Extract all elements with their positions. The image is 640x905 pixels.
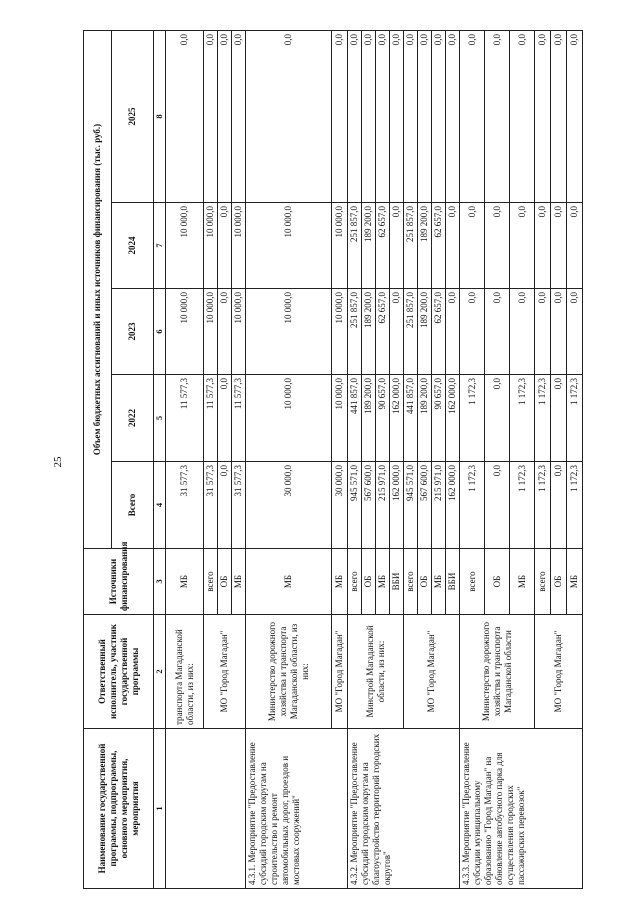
executor-cell: МО "Город Магадан" (535, 615, 583, 729)
value-2024-cell: 251 857,0 (404, 203, 418, 289)
value-2025-cell: 0,0 (567, 30, 583, 202)
value-2024-cell: 0,0 (567, 203, 583, 289)
value-2023-cell: 0,0 (460, 289, 485, 375)
value-2023-cell: 251 857,0 (348, 289, 362, 375)
table-row (348, 30, 362, 888)
value-2022-cell: 189 200,0 (362, 375, 376, 462)
value-2024-cell: 0,0 (390, 203, 404, 289)
value-2024-cell: 0,0 (551, 203, 567, 289)
executor-cell: транспорта Магаданской области, из них: (166, 615, 204, 729)
value-2024-cell: 0,0 (510, 203, 535, 289)
header-year-2023: 2023 (112, 289, 154, 375)
table-body (166, 30, 583, 888)
source-cell: всего (204, 549, 218, 615)
total-cell: 567 600,0 (418, 462, 432, 549)
value-2024-cell: 62 657,0 (376, 203, 390, 289)
value-2025-cell: 0,0 (418, 30, 432, 202)
col-index: 1 (154, 729, 166, 889)
program-name-cell (166, 729, 246, 889)
value-2024-cell: 10 000,0 (246, 203, 332, 289)
value-2023-cell: 0,0 (390, 289, 404, 375)
value-2023-cell: 189 200,0 (362, 289, 376, 375)
source-cell: ОБ (218, 549, 232, 615)
value-2022-cell: 441 857,0 (348, 375, 362, 462)
header-funding-volume: Объем бюджетных ассигнований и иных источников финансирования (тыс. руб.) (84, 30, 112, 548)
total-cell: 0,0 (218, 462, 232, 549)
total-cell: 945 571,0 (404, 462, 418, 549)
value-2025-cell: 0,0 (535, 30, 551, 202)
source-cell: МБ (432, 549, 446, 615)
total-cell: 1 172,3 (567, 462, 583, 549)
value-2025-cell: 0,0 (432, 30, 446, 202)
value-2022-cell: 1 172,3 (510, 375, 535, 462)
executor-cell: МО "Город Магадан" (332, 615, 348, 729)
source-cell: ОБ (551, 549, 567, 615)
total-cell: 1 172,3 (460, 462, 485, 549)
program-name-cell: 4.3.3. Мероприятие "Предоставление субсидии муниципальному образованию "Город Магадан" на обновление автобусного парка для осуществления городских пассажирских перевозок" (460, 729, 583, 889)
value-2024-cell: 0,0 (218, 203, 232, 289)
header-total: Всего (112, 462, 154, 549)
value-2025-cell: 0,0 (362, 30, 376, 202)
value-2024-cell: 0,0 (485, 203, 510, 289)
rotated-table-wrapper (83, 31, 583, 889)
value-2022-cell: 90 657,0 (432, 375, 446, 462)
value-2022-cell: 1 172,3 (460, 375, 485, 462)
value-2022-cell: 441 857,0 (404, 375, 418, 462)
col-index: 4 (154, 462, 166, 549)
value-2025-cell: 0,0 (460, 30, 485, 202)
value-2022-cell: 11 577,3 (204, 375, 218, 462)
value-2022-cell: 10 000,0 (246, 375, 332, 462)
value-2025-cell: 0,0 (485, 30, 510, 202)
source-cell: МБ (567, 549, 583, 615)
source-cell: МБ (332, 549, 348, 615)
funding-table (83, 30, 583, 889)
total-cell: 31 577,3 (166, 462, 204, 549)
page-number: 25 (52, 456, 64, 468)
column-index-row (154, 30, 166, 888)
value-2024-cell: 10 000,0 (204, 203, 218, 289)
table-row (246, 30, 332, 888)
value-2023-cell: 10 000,0 (332, 289, 348, 375)
value-2023-cell: 0,0 (446, 289, 460, 375)
value-2023-cell: 10 000,0 (204, 289, 218, 375)
executor-cell: МО "Город Магадан" (404, 615, 460, 729)
value-2025-cell: 0,0 (390, 30, 404, 202)
header-executor: Ответственный исполнитель, участник государственной программы (84, 615, 154, 729)
source-cell: всего (535, 549, 551, 615)
program-name-cell: 4.3.1. Мероприятие "Предоставление субсидий городским округам на строительство и ремонт автомобильных дорог, проездов и мостовых сооружений" (246, 729, 348, 889)
col-index: 3 (154, 549, 166, 615)
value-2024-cell: 0,0 (535, 203, 551, 289)
value-2023-cell: 62 657,0 (376, 289, 390, 375)
executor-cell: Минстрой Магаданской области, из них: (348, 615, 404, 729)
source-cell: ОБ (485, 549, 510, 615)
total-cell: 215 971,0 (432, 462, 446, 549)
source-cell: ОБ (362, 549, 376, 615)
value-2024-cell: 10 000,0 (166, 203, 204, 289)
value-2023-cell: 10 000,0 (166, 289, 204, 375)
table-row (460, 30, 485, 888)
total-cell: 0,0 (551, 462, 567, 549)
value-2022-cell: 90 657,0 (376, 375, 390, 462)
header-year-2022: 2022 (112, 375, 154, 462)
table-header (84, 30, 166, 888)
value-2022-cell: 10 000,0 (332, 375, 348, 462)
executor-cell: МО "Город Магадан" (204, 615, 246, 729)
value-2025-cell: 0,0 (348, 30, 362, 202)
source-cell: всего (348, 549, 362, 615)
total-cell: 162 000,0 (446, 462, 460, 549)
value-2022-cell: 189 200,0 (418, 375, 432, 462)
value-2022-cell: 1 172,3 (567, 375, 583, 462)
total-cell: 30 000,0 (246, 462, 332, 549)
value-2023-cell: 10 000,0 (246, 289, 332, 375)
value-2024-cell: 251 857,0 (348, 203, 362, 289)
value-2023-cell: 251 857,0 (404, 289, 418, 375)
value-2024-cell: 62 657,0 (432, 203, 446, 289)
value-2024-cell: 189 200,0 (362, 203, 376, 289)
total-cell: 945 571,0 (348, 462, 362, 549)
header-program-name: Наименование государственной программы, подпрограммы, основного мероприятия, мероприятия (84, 729, 154, 889)
value-2023-cell: 0,0 (218, 289, 232, 375)
value-2022-cell: 0,0 (551, 375, 567, 462)
table-row (166, 30, 204, 888)
executor-cell: Министерство дорожного хозяйства и транспорта Магаданской области (460, 615, 535, 729)
value-2024-cell: 0,0 (460, 203, 485, 289)
value-2024-cell: 10 000,0 (332, 203, 348, 289)
value-2024-cell: 10 000,0 (232, 203, 246, 289)
source-cell: ВБИ (390, 549, 404, 615)
value-2025-cell: 0,0 (551, 30, 567, 202)
col-index: 5 (154, 375, 166, 462)
value-2025-cell: 0,0 (218, 30, 232, 202)
total-cell: 30 000,0 (332, 462, 348, 549)
source-cell: МБ (510, 549, 535, 615)
value-2022-cell: 162 000,0 (446, 375, 460, 462)
value-2022-cell: 162 000,0 (390, 375, 404, 462)
value-2022-cell: 0,0 (218, 375, 232, 462)
source-cell: МБ (246, 549, 332, 615)
value-2025-cell: 0,0 (404, 30, 418, 202)
value-2025-cell: 0,0 (204, 30, 218, 202)
total-cell: 567 600,0 (362, 462, 376, 549)
value-2024-cell: 189 200,0 (418, 203, 432, 289)
total-cell: 31 577,3 (232, 462, 246, 549)
value-2025-cell: 0,0 (332, 30, 348, 202)
value-2024-cell: 0,0 (446, 203, 460, 289)
executor-cell: Министерство дорожного хозяйства и транспорта Магаданской области, из них: (246, 615, 332, 729)
value-2025-cell: 0,0 (232, 30, 246, 202)
program-name-cell: 4.3.2. Мероприятие "Предоставление субсидий городским округам на благоустройство территорий городских округов" (348, 729, 460, 889)
value-2023-cell: 0,0 (535, 289, 551, 375)
value-2025-cell: 0,0 (510, 30, 535, 202)
source-cell: МБ (232, 549, 246, 615)
source-cell: МБ (166, 549, 204, 615)
total-cell: 1 172,3 (510, 462, 535, 549)
total-cell: 215 971,0 (376, 462, 390, 549)
total-cell: 1 172,3 (535, 462, 551, 549)
source-cell: МБ (376, 549, 390, 615)
value-2023-cell: 10 000,0 (232, 289, 246, 375)
source-cell: ВБИ (446, 549, 460, 615)
col-index: 2 (154, 615, 166, 729)
value-2025-cell: 0,0 (446, 30, 460, 202)
value-2022-cell: 0,0 (485, 375, 510, 462)
source-cell: всего (460, 549, 485, 615)
total-cell: 0,0 (485, 462, 510, 549)
value-2023-cell: 0,0 (510, 289, 535, 375)
source-cell: ОБ (418, 549, 432, 615)
source-cell: всего (404, 549, 418, 615)
value-2023-cell: 0,0 (485, 289, 510, 375)
value-2023-cell: 189 200,0 (418, 289, 432, 375)
value-2023-cell: 62 657,0 (432, 289, 446, 375)
value-2023-cell: 0,0 (551, 289, 567, 375)
col-index: 8 (154, 30, 166, 202)
value-2025-cell: 0,0 (166, 30, 204, 202)
total-cell: 31 577,3 (204, 462, 218, 549)
header-funding-source: Источники финансирования (84, 549, 154, 615)
header-year-2024: 2024 (112, 203, 154, 289)
value-2022-cell: 11 577,3 (166, 375, 204, 462)
value-2025-cell: 0,0 (376, 30, 390, 202)
col-index: 6 (154, 289, 166, 375)
value-2022-cell: 11 577,3 (232, 375, 246, 462)
col-index: 7 (154, 203, 166, 289)
value-2022-cell: 1 172,3 (535, 375, 551, 462)
value-2025-cell: 0,0 (246, 30, 332, 202)
value-2023-cell: 0,0 (567, 289, 583, 375)
header-year-2025: 2025 (112, 30, 154, 202)
total-cell: 162 000,0 (390, 462, 404, 549)
